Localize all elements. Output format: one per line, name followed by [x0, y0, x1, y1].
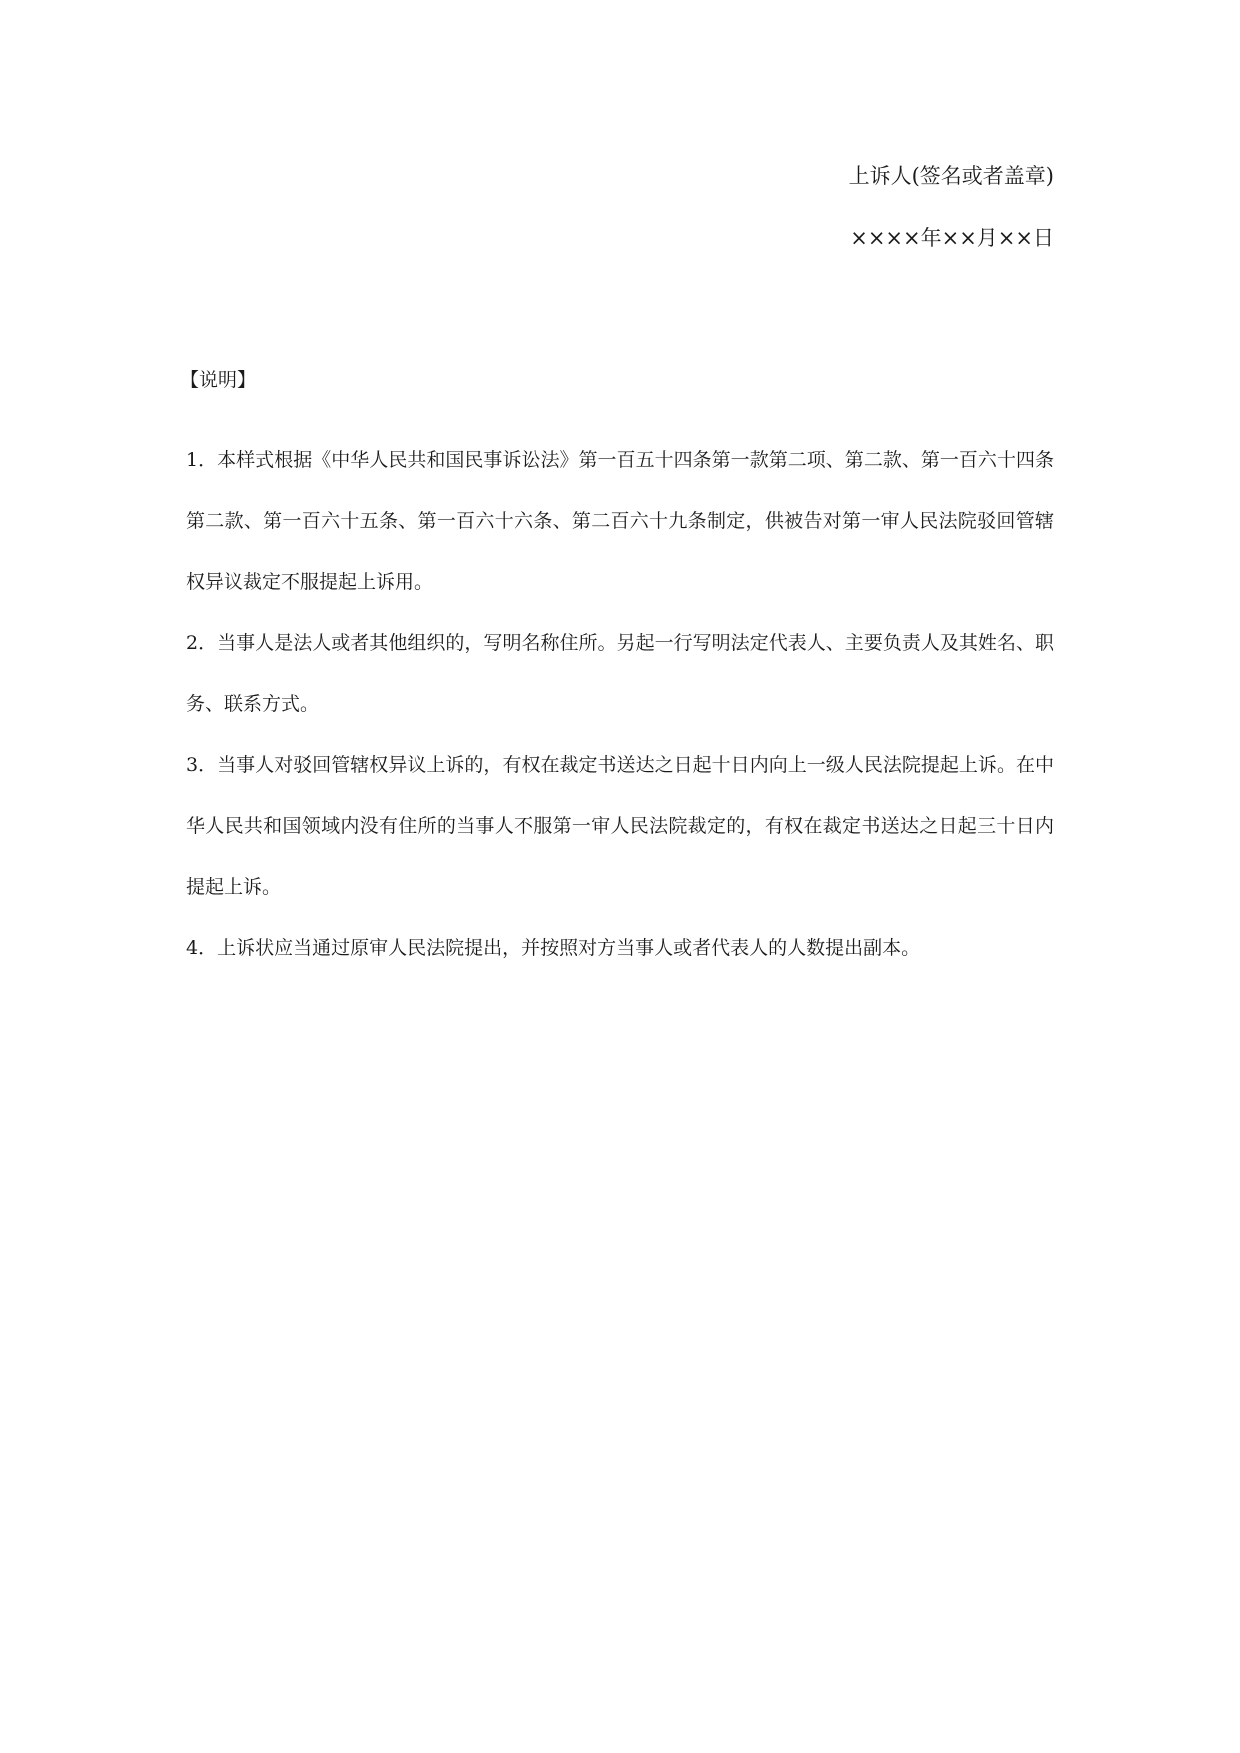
- notes-section: [180, 367, 1054, 979]
- note-number: 1．: [186, 449, 218, 471]
- note-item-2: [186, 613, 1054, 735]
- note-item-3: [186, 735, 1054, 918]
- note-number: 3．: [186, 754, 218, 776]
- note-text: 当事人是法人或者其他组织的，写明名称住所。另起一行写明法定代表人、主要负责人及其姓名、职务、联系方式。: [186, 632, 1054, 715]
- notes-list: [186, 430, 1054, 979]
- signature-block: [849, 166, 1054, 249]
- note-item-1: [186, 430, 1054, 613]
- note-text: 当事人对驳回管辖权异议上诉的，有权在裁定书送达之日起十日内向上一级人民法院提起上诉。在中华人民共和国领域内没有住所的当事人不服第一审人民法院裁定的，有权在裁定书送达之日起三十日内提起上诉。: [186, 754, 1054, 898]
- note-number: 4．: [186, 937, 218, 959]
- date-placeholder: ××××年××月××日: [850, 226, 1054, 250]
- note-text: 上诉状应当通过原审人民法院提出，并按照对方当事人或者代表人的人数提出副本。: [217, 937, 921, 959]
- appellant-signature-label: 上诉人(签名或者盖章): [848, 164, 1054, 188]
- note-number: 2．: [186, 632, 218, 654]
- note-item-4: [186, 918, 1054, 979]
- notes-heading: 【说明】: [180, 369, 257, 391]
- note-text: 本样式根据《中华人民共和国民事诉讼法》第一百五十四条第一款第二项、第二款、第一百六十四条第二款、第一百六十五条、第一百六十六条、第二百六十九条制定，供被告对第一审人民法院驳回管辖权异议裁定不服提起上诉用。: [186, 449, 1054, 593]
